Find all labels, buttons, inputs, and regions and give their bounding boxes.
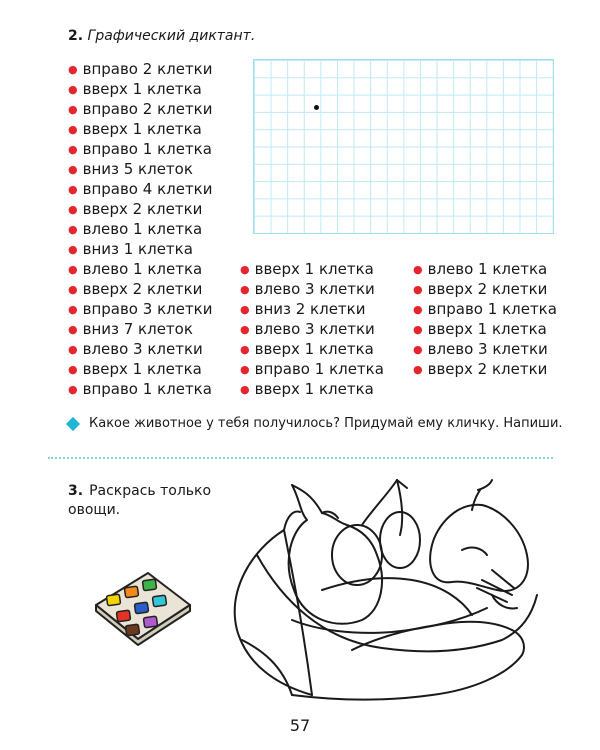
dictation-step bbox=[240, 299, 384, 319]
bullet-icon: ● bbox=[68, 83, 78, 96]
dictation-step bbox=[68, 179, 213, 199]
diamond-icon bbox=[66, 416, 80, 430]
dictation-step bbox=[68, 339, 213, 359]
dictation-step bbox=[413, 359, 557, 379]
bullet-icon: ● bbox=[68, 63, 78, 76]
dictation-step-text: вверх 2 клетки bbox=[82, 200, 203, 218]
dictation-step-text: вверх 1 клетка bbox=[82, 120, 202, 138]
dictation-step-text: влево 1 клетка bbox=[427, 260, 548, 278]
dictation-step-text: влево 1 клетка bbox=[82, 220, 203, 238]
bullet-icon: ● bbox=[68, 243, 78, 256]
dictation-step-text: вверх 2 клетки bbox=[427, 280, 548, 298]
dictation-column-3 bbox=[413, 259, 557, 379]
dictation-step bbox=[68, 99, 213, 119]
task-3-number: 3. bbox=[68, 483, 84, 499]
bullet-icon: ● bbox=[68, 143, 78, 156]
bullet-icon: ● bbox=[68, 343, 78, 356]
dictation-step-text: вправо 2 клетки bbox=[82, 60, 213, 78]
dictation-step bbox=[413, 299, 557, 319]
dictation-step bbox=[68, 119, 213, 139]
bullet-icon: ● bbox=[413, 303, 423, 316]
overlapping-fruits-vegetables-drawing[interactable] bbox=[222, 470, 562, 710]
dictation-step bbox=[68, 359, 213, 379]
bullet-icon: ● bbox=[240, 303, 250, 316]
dictation-step-text: вправо 3 клетки bbox=[82, 300, 213, 318]
bullet-icon: ● bbox=[68, 323, 78, 336]
dictation-step-text: вправо 2 клетки bbox=[82, 100, 213, 118]
page-number: 57 bbox=[289, 716, 311, 735]
paint-box-icon bbox=[88, 567, 198, 647]
bullet-icon: ● bbox=[68, 223, 78, 236]
dictation-step-text: вправо 1 клетка bbox=[82, 140, 212, 158]
bullet-icon: ● bbox=[68, 283, 78, 296]
bullet-icon: ● bbox=[240, 363, 250, 376]
dictation-step-text: вправо 1 клетка bbox=[254, 360, 384, 378]
dictation-step-text: вправо 4 клетки bbox=[82, 180, 213, 198]
bullet-icon: ● bbox=[68, 163, 78, 176]
dictation-step-text: вверх 1 клетка bbox=[254, 260, 374, 278]
dictation-step bbox=[68, 219, 213, 239]
bullet-icon: ● bbox=[68, 383, 78, 396]
dictation-step bbox=[68, 259, 213, 279]
bullet-icon: ● bbox=[68, 183, 78, 196]
dictation-step-text: вниз 7 клеток bbox=[82, 320, 193, 338]
dictation-step-text: вверх 1 клетка bbox=[254, 380, 374, 398]
dictation-step bbox=[413, 339, 557, 359]
dictation-step-text: вниз 1 клетка bbox=[82, 240, 193, 258]
bullet-icon: ● bbox=[240, 383, 250, 396]
bullet-icon: ● bbox=[413, 323, 423, 336]
bullet-icon: ● bbox=[68, 123, 78, 136]
dictation-step bbox=[413, 319, 557, 339]
dictation-step bbox=[240, 359, 384, 379]
dictation-step bbox=[240, 379, 384, 399]
bullet-icon: ● bbox=[68, 303, 78, 316]
bullet-icon: ● bbox=[413, 363, 423, 376]
dictation-step bbox=[68, 319, 213, 339]
bullet-icon: ● bbox=[413, 283, 423, 296]
dictation-step bbox=[413, 259, 557, 279]
dictation-step bbox=[240, 259, 384, 279]
dictation-step bbox=[240, 279, 384, 299]
dictation-step bbox=[240, 339, 384, 359]
question bbox=[66, 416, 563, 431]
dictation-step bbox=[68, 239, 213, 259]
dictation-step-text: вверх 2 клетки bbox=[427, 360, 548, 378]
task-3-text: Раскрась только овощи. bbox=[68, 483, 212, 518]
dictation-step bbox=[68, 279, 213, 299]
dictation-step-text: влево 1 клетка bbox=[82, 260, 203, 278]
bullet-icon: ● bbox=[240, 283, 250, 296]
dictation-step-text: вниз 5 клеток bbox=[82, 160, 193, 178]
task-2-number: 2. bbox=[68, 28, 84, 44]
dictation-step bbox=[413, 279, 557, 299]
dictation-step bbox=[68, 159, 213, 179]
dictation-step-text: влево 3 клетки bbox=[254, 320, 375, 338]
bullet-icon: ● bbox=[240, 263, 250, 276]
bullet-icon: ● bbox=[68, 263, 78, 276]
dictation-step bbox=[68, 379, 213, 399]
dictation-step bbox=[68, 79, 213, 99]
start-point bbox=[314, 105, 319, 110]
dictation-step bbox=[68, 299, 213, 319]
task-2-title bbox=[68, 28, 255, 44]
task-3-title bbox=[68, 482, 218, 520]
bullet-icon: ● bbox=[68, 103, 78, 116]
section-divider bbox=[48, 457, 553, 459]
bullet-icon: ● bbox=[240, 343, 250, 356]
bullet-icon: ● bbox=[68, 203, 78, 216]
dictation-step bbox=[68, 59, 213, 79]
dictation-step-text: вверх 1 клетка bbox=[82, 360, 202, 378]
dictation-step bbox=[68, 139, 213, 159]
dictation-step-text: влево 3 клетки bbox=[82, 340, 203, 358]
bullet-icon: ● bbox=[413, 343, 423, 356]
task-2-heading: Графический диктант. bbox=[87, 28, 256, 44]
bullet-icon: ● bbox=[240, 323, 250, 336]
dictation-column-1 bbox=[68, 59, 213, 399]
dictation-step-text: вверх 1 клетка bbox=[427, 320, 547, 338]
dictation-step-text: влево 3 клетки bbox=[254, 280, 375, 298]
dictation-step-text: вниз 2 клетки bbox=[254, 300, 366, 318]
dictation-step-text: вправо 1 клетка bbox=[427, 300, 557, 318]
dictation-step-text: влево 3 клетки bbox=[427, 340, 548, 358]
dictation-step-text: вправо 1 клетка bbox=[82, 380, 212, 398]
dictation-step bbox=[68, 199, 213, 219]
dictation-step-text: вверх 1 клетка bbox=[82, 80, 202, 98]
bullet-icon: ● bbox=[413, 263, 423, 276]
question-text: Какое животное у тебя получилось? Придумай ему кличку. Напиши. bbox=[89, 416, 563, 431]
dictation-grid[interactable] bbox=[253, 59, 554, 234]
dictation-step-text: вверх 1 клетка bbox=[254, 340, 374, 358]
dictation-step-text: вверх 2 клетки bbox=[82, 280, 203, 298]
dictation-step bbox=[240, 319, 384, 339]
bullet-icon: ● bbox=[68, 363, 78, 376]
dictation-column-2 bbox=[240, 259, 384, 399]
